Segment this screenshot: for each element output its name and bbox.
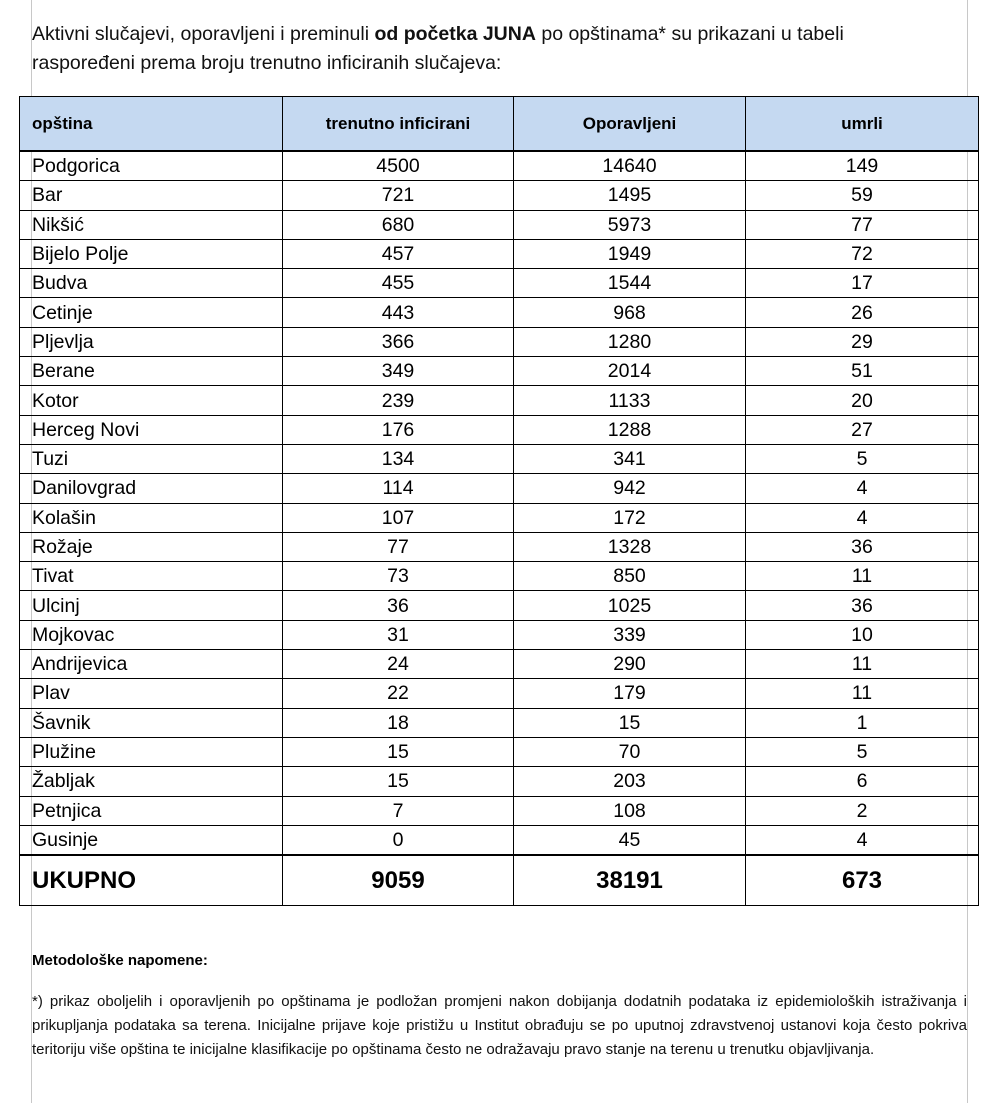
table-row xyxy=(20,591,979,620)
total-row xyxy=(20,855,979,906)
cell-infected: 107 xyxy=(283,503,514,532)
cell-recovered: 15 xyxy=(514,708,746,737)
cell-recovered: 14640 xyxy=(514,151,746,181)
cell-deceased: 29 xyxy=(746,327,979,356)
cell-infected: 77 xyxy=(283,532,514,561)
cell-recovered: 1495 xyxy=(514,181,746,210)
cell-infected: 349 xyxy=(283,357,514,386)
cell-deceased: 2 xyxy=(746,796,979,825)
cell-recovered: 968 xyxy=(514,298,746,327)
cell-deceased: 72 xyxy=(746,239,979,268)
cell-recovered: 1133 xyxy=(514,386,746,415)
cell-municipality: Šavnik xyxy=(20,708,283,737)
cell-infected: 114 xyxy=(283,474,514,503)
table-row xyxy=(20,679,979,708)
cell-recovered: 2014 xyxy=(514,357,746,386)
table-row xyxy=(20,503,979,532)
cell-infected: 176 xyxy=(283,415,514,444)
cell-infected: 15 xyxy=(283,767,514,796)
cell-municipality: Bijelo Polje xyxy=(20,239,283,268)
header-deceased: umrli xyxy=(746,97,979,152)
cell-municipality: Mojkovac xyxy=(20,620,283,649)
cell-infected: 31 xyxy=(283,620,514,649)
cell-infected: 457 xyxy=(283,239,514,268)
notes-body: *) prikaz oboljelih i oporavljenih po opštinama je podložan promjeni nakon dobijanja dodatnih podataka iz epidemioloških istraživanja i prikupljanja podataka sa terena. Inicijalne prijave koje pristižu u Institut obrađuju se po uputnoj zdravstvenoj ustanovi koja često pokriva teritoriju više opština te inicijalne klasifikacije po opštinama često ne odražavaju pravo stanje na terenu u trenutku objavljivanja. xyxy=(32,993,967,1058)
cell-infected: 443 xyxy=(283,298,514,327)
table-row xyxy=(20,532,979,561)
cell-infected: 366 xyxy=(283,327,514,356)
table-row xyxy=(20,415,979,444)
cell-deceased: 27 xyxy=(746,415,979,444)
table-row xyxy=(20,151,979,181)
cell-recovered: 290 xyxy=(514,650,746,679)
table-row xyxy=(20,210,979,239)
cell-municipality: Gusinje xyxy=(20,825,283,855)
cell-infected: 4500 xyxy=(283,151,514,181)
cell-recovered: 1544 xyxy=(514,269,746,298)
header-recovered: Oporavljeni xyxy=(514,97,746,152)
cell-deceased: 5 xyxy=(746,737,979,766)
cell-infected: 680 xyxy=(283,210,514,239)
cell-deceased: 149 xyxy=(746,151,979,181)
cell-deceased: 11 xyxy=(746,650,979,679)
cell-recovered: 172 xyxy=(514,503,746,532)
total-recovered: 38191 xyxy=(514,855,746,906)
cell-deceased: 36 xyxy=(746,591,979,620)
cell-municipality: Ulcinj xyxy=(20,591,283,620)
cell-recovered: 1949 xyxy=(514,239,746,268)
table-row xyxy=(20,386,979,415)
table-row xyxy=(20,239,979,268)
cell-deceased: 36 xyxy=(746,532,979,561)
cell-municipality: Kotor xyxy=(20,386,283,415)
cell-municipality: Plužine xyxy=(20,737,283,766)
table-row xyxy=(20,825,979,855)
cell-infected: 239 xyxy=(283,386,514,415)
cell-deceased: 26 xyxy=(746,298,979,327)
cell-deceased: 77 xyxy=(746,210,979,239)
cell-recovered: 203 xyxy=(514,767,746,796)
notes-title: Metodološke napomene: xyxy=(32,952,208,969)
cell-deceased: 5 xyxy=(746,444,979,473)
cell-infected: 721 xyxy=(283,181,514,210)
intro-text-bold: od početka JUNA xyxy=(374,23,536,45)
cell-deceased: 10 xyxy=(746,620,979,649)
cell-recovered: 108 xyxy=(514,796,746,825)
cell-municipality: Bar xyxy=(20,181,283,210)
cell-recovered: 942 xyxy=(514,474,746,503)
table-row xyxy=(20,737,979,766)
cell-deceased: 11 xyxy=(746,679,979,708)
table-row xyxy=(20,298,979,327)
cell-recovered: 339 xyxy=(514,620,746,649)
cell-municipality: Podgorica xyxy=(20,151,283,181)
cell-infected: 455 xyxy=(283,269,514,298)
cell-municipality: Petnjica xyxy=(20,796,283,825)
table-body xyxy=(20,151,979,855)
cell-recovered: 341 xyxy=(514,444,746,473)
cell-municipality: Andrijevica xyxy=(20,650,283,679)
table-row xyxy=(20,181,979,210)
table-row xyxy=(20,708,979,737)
cell-recovered: 1280 xyxy=(514,327,746,356)
intro-text-before: Aktivni slučajevi, oporavljeni i preminuli xyxy=(32,23,375,45)
cell-deceased: 4 xyxy=(746,503,979,532)
cell-infected: 7 xyxy=(283,796,514,825)
cell-recovered: 1288 xyxy=(514,415,746,444)
table-header-row xyxy=(20,97,979,152)
cell-deceased: 4 xyxy=(746,474,979,503)
table-row xyxy=(20,474,979,503)
cell-municipality: Budva xyxy=(20,269,283,298)
cell-infected: 15 xyxy=(283,737,514,766)
table-row xyxy=(20,444,979,473)
table-row xyxy=(20,767,979,796)
table-row xyxy=(20,327,979,356)
header-currently-infected: trenutno inficirani xyxy=(283,97,514,152)
total-deceased: 673 xyxy=(746,855,979,906)
cell-recovered: 850 xyxy=(514,562,746,591)
cell-deceased: 51 xyxy=(746,357,979,386)
cell-municipality: Plav xyxy=(20,679,283,708)
cell-municipality: Cetinje xyxy=(20,298,283,327)
cell-infected: 24 xyxy=(283,650,514,679)
municipality-table xyxy=(19,96,979,906)
table-row xyxy=(20,796,979,825)
cell-municipality: Žabljak xyxy=(20,767,283,796)
cell-municipality: Pljevlja xyxy=(20,327,283,356)
cell-municipality: Nikšić xyxy=(20,210,283,239)
cell-infected: 134 xyxy=(283,444,514,473)
cell-municipality: Berane xyxy=(20,357,283,386)
intro-paragraph xyxy=(32,20,952,78)
header-municipality: opština xyxy=(20,97,283,152)
cell-deceased: 17 xyxy=(746,269,979,298)
cell-recovered: 179 xyxy=(514,679,746,708)
cell-deceased: 59 xyxy=(746,181,979,210)
cell-deceased: 20 xyxy=(746,386,979,415)
cell-recovered: 5973 xyxy=(514,210,746,239)
cell-infected: 18 xyxy=(283,708,514,737)
table-row xyxy=(20,620,979,649)
table-row xyxy=(20,269,979,298)
cell-municipality: Danilovgrad xyxy=(20,474,283,503)
cell-municipality: Kolašin xyxy=(20,503,283,532)
cell-municipality: Tuzi xyxy=(20,444,283,473)
cell-infected: 73 xyxy=(283,562,514,591)
cell-deceased: 4 xyxy=(746,825,979,855)
table-row xyxy=(20,357,979,386)
cell-infected: 22 xyxy=(283,679,514,708)
cell-municipality: Herceg Novi xyxy=(20,415,283,444)
cell-recovered: 1328 xyxy=(514,532,746,561)
table-row xyxy=(20,650,979,679)
cell-municipality: Rožaje xyxy=(20,532,283,561)
cell-recovered: 45 xyxy=(514,825,746,855)
cell-deceased: 6 xyxy=(746,767,979,796)
cell-infected: 0 xyxy=(283,825,514,855)
table-row xyxy=(20,562,979,591)
cell-infected: 36 xyxy=(283,591,514,620)
cell-municipality: Tivat xyxy=(20,562,283,591)
cell-deceased: 11 xyxy=(746,562,979,591)
cell-recovered: 70 xyxy=(514,737,746,766)
cell-deceased: 1 xyxy=(746,708,979,737)
cell-recovered: 1025 xyxy=(514,591,746,620)
total-infected: 9059 xyxy=(283,855,514,906)
total-label: UKUPNO xyxy=(20,855,283,906)
intro-text-after: po opštinama* su prikazani u tabeli raspoređeni prema broju trenutno inficiranih slučajeva: xyxy=(32,23,844,74)
